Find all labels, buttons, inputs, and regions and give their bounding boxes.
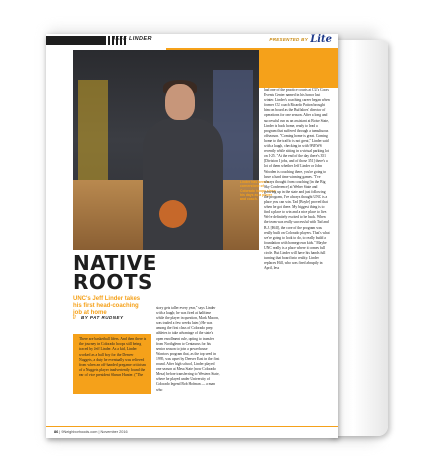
middle-column [156,306,220,393]
title-line-2: ROOTS [73,270,153,294]
title-line-1: NATIVE [73,251,157,275]
byline-text: BY PAT RUDNEY [81,315,124,320]
basketball [159,200,187,228]
page-footer: 86 | 9Neighborhoods.com | November 2016 [54,430,128,434]
header-block [46,36,104,45]
lede-box [73,334,151,394]
byline [73,315,151,321]
photo-caption: Linder has been a cornerstone of Colorado hoops since his days as a player and coach. [240,180,276,202]
coach-head [165,84,195,120]
curled-page [330,40,388,436]
footer-date: November 2016 [100,430,128,434]
middle-column-text: story gets taller every year," says Linder with a laugh; he was fired at halftime while the player in question, Mark Macon, was traded a few weeks later.) He was among the first class of Colorado prep athletes to take advantage of the state's open enrollment rule, opting to transfer from Northglenn to Centaurus for his senior season to join a powerhouse Warriors program that, as the top seed in 1995, was upset by Denver East in the first round. After high school, Linder played one season at Mesa State (now Colorado Mesa) before transferring to Western State, where he played under University of Colorado legend Bob Hofman — a man who [156,306,220,392]
article-subtitle: UNC's Jeff Linder takes his first head-coaching job at home [73,296,141,316]
footer-rule [46,426,338,427]
byline-slash-icon: // [73,315,76,321]
article-title [73,251,157,294]
coach-photo [73,50,259,250]
magazine-page [46,34,338,438]
lede-text: There are basketball lifers. And then there is the journey in Colorado hoops still being traced by Jeff Linder. As a kid, Linder worked as a ball boy for the Denver Nuggets, a duty he eventually was relieved from when an off-handed pregame criticism of a Nuggets player inadvertently found the ear of vice president Shawn Hunter. ("The [79,337,147,378]
right-column [264,88,330,271]
presented-by: PRESENTED BY [269,37,308,42]
footer-site: 9Neighborhoods.com [61,430,98,434]
header-name: JEFF LINDER [112,36,152,42]
banner-gold [78,80,108,190]
coach-body [143,118,223,250]
sponsor-logo: Lite [310,34,332,45]
page-number: 86 [54,430,59,434]
right-column-text: had one of the practice courts at CU's Coors Events Center named in his honor last winter. Linder's coaching career began when former CU coach Ricardo Patton brought him on board as the Buffaloes' director of operations for one season. After a long and successful run as an assistant at Boise State, Linder is back home, ready to lead a program that suffered through a tumultuous offseason. "Coming home is great. Coming home to the traffic is not great," Linder said with a laugh, checking in with 9NEWS recently while sitting in a virtual parking lot on I-25. "At the end of the day there's 351 [Division I jobs, and of those 351] there's a lot of them whether Jeff Linder or John Wooden is coaching there, you're going to have a hard time winning games. "I've always thought from coaching [in the Big Sky Conference] at Weber State and growing up in the state and just following the program, I've always thought UNC is a place you can win. Tad [Boyle] proved that when he got there. My biggest thing is to find a place to win and a nice place to live. We're definitely excited to be back. When the team was really successful with Tad and B.J. [Hill], the core of the program was really built on Colorado players. That's what we're going to look to do, to really build a foundation with homegrown kids." Maybe UNC really is a place where it comes full circle. But Linder will have his hands full turning that board into reality. Linder replaces Hill, who was fired abruptly in April, less [264,88,330,271]
